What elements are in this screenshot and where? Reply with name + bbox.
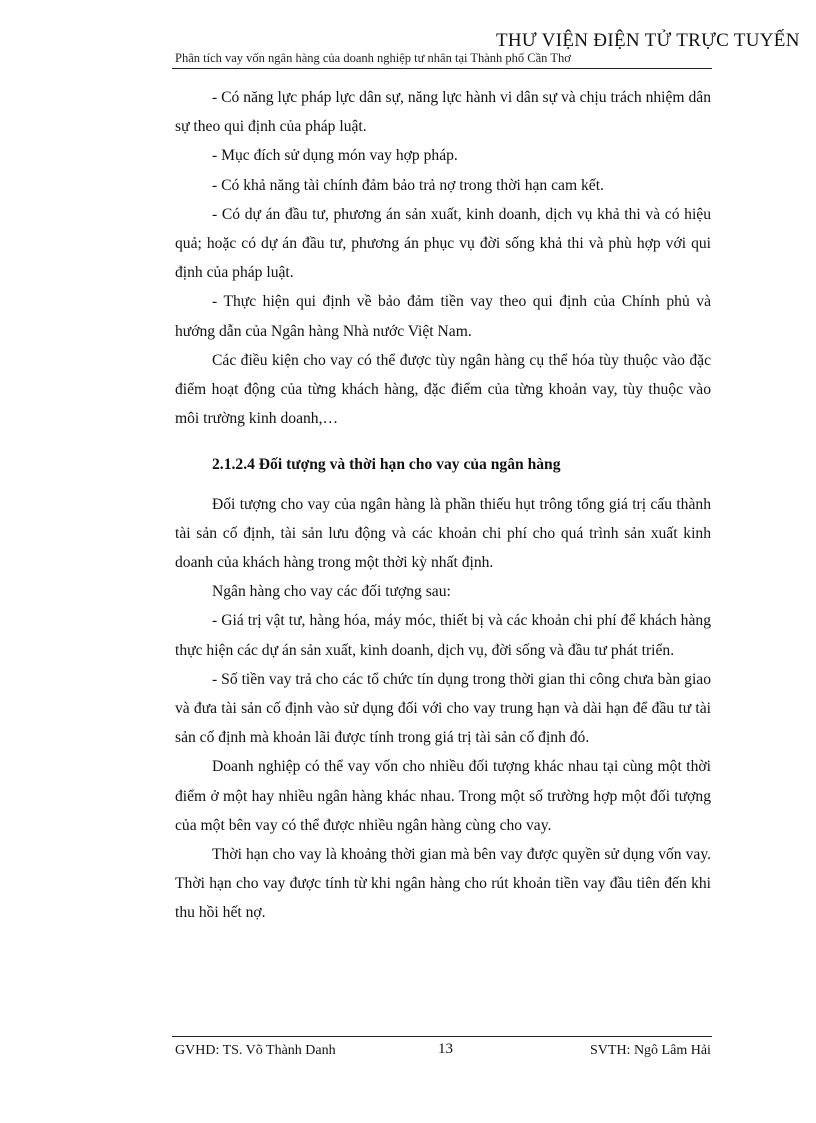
body-paragraph: - Số tiền vay trả cho các tổ chức tín dụng trong thời gian thi công chưa bàn giao và đưa tài sản cố định vào sử dụng đối với cho vay trung hạn và dài hạn để đầu tư tài sản cố định mà khoản lãi được tính trong giá trị tài sản cố định đó. — [175, 670, 711, 747]
header-divider — [172, 68, 712, 69]
footer-divider — [172, 1036, 712, 1037]
page-number: 13 — [438, 1041, 453, 1057]
body-paragraph: Thời hạn cho vay là khoảng thời gian mà bên vay được quyền sử dụng vốn vay. Thời hạn cho vay được tính từ khi ngân hàng cho rút khoản tiền vay đầu tiên đến khi thu hồi hết nợ. — [175, 846, 711, 922]
body-paragraph: - Có khả năng tài chính đảm bảo trả nợ trong thời hạn cam kết. — [212, 176, 604, 194]
body-paragraph: Các điều kiện cho vay có thể được tùy ngân hàng cụ thể hóa tùy thuộc vào đặc điểm hoạt động của từng khách hàng, đặc điểm của từng khoản vay, tùy thuộc vào môi trường kinh doanh,… — [175, 351, 711, 428]
body-paragraph: Ngân hàng cho vay các đối tượng sau: — [212, 583, 451, 601]
footer-student: SVTH: Ngô Lâm Hải — [590, 1043, 711, 1058]
body-paragraph: - Thực hiện qui định về bảo đảm tiền vay theo qui định của Chính phủ và hướng dẫn của Ngân hàng Nhà nước Việt Nam. — [175, 293, 711, 340]
body-paragraph: Doanh nghiệp có thể vay vốn cho nhiều đối tượng khác nhau tại cùng một thời điểm ở một hay nhiều ngân hàng khác nhau. Trong một số trường hợp một đối tượng của một bên vay có thể được nhiều ngân hàng cùng cho vay. — [175, 758, 711, 834]
body-paragraph: - Mục đích sử dụng món vay hợp pháp. — [212, 147, 458, 165]
body-paragraph: - Giá trị vật tư, hàng hóa, máy móc, thiết bị và các khoản chi phí để khách hàng thực hiện các dự án sản xuất, kinh doanh, dịch vụ, đời sống và đầu tư phát triển. — [175, 612, 711, 659]
running-header-title: Phân tích vay vốn ngân hàng của doanh nghiệp tư nhân tại Thành phố Cần Thơ — [175, 51, 571, 65]
library-watermark: THƯ VIỆN ĐIỆN TỬ TRỰC TUYẾN — [496, 30, 800, 51]
body-paragraph: - Có năng lực pháp lực dân sự, năng lực hành vi dân sự và chịu trách nhiệm dân sự theo qui định của pháp luật. — [175, 89, 711, 136]
document-body — [175, 83, 711, 928]
body-paragraph: Đối tượng cho vay của ngân hàng là phần thiếu hụt trông tổng giá trị cấu thành tài sản cố định, tài sản lưu động và các khoản chi phí cho quá trình sản xuất kinh doanh của khách hàng trong một thời kỳ nhất định. — [175, 495, 711, 572]
body-paragraph: - Có dự án đầu tư, phương án sản xuất, kinh doanh, dịch vụ khả thi và có hiệu quả; hoặc có dự án đầu tư, phương án phục vụ đời sống khả thi và phù hợp với qui định của pháp luật. — [175, 205, 711, 282]
footer-advisor: GVHD: TS. Võ Thành Danh — [175, 1043, 336, 1058]
section-heading: 2.1.2.4 Đối tượng và thời hạn cho vay của ngân hàng — [212, 456, 561, 474]
